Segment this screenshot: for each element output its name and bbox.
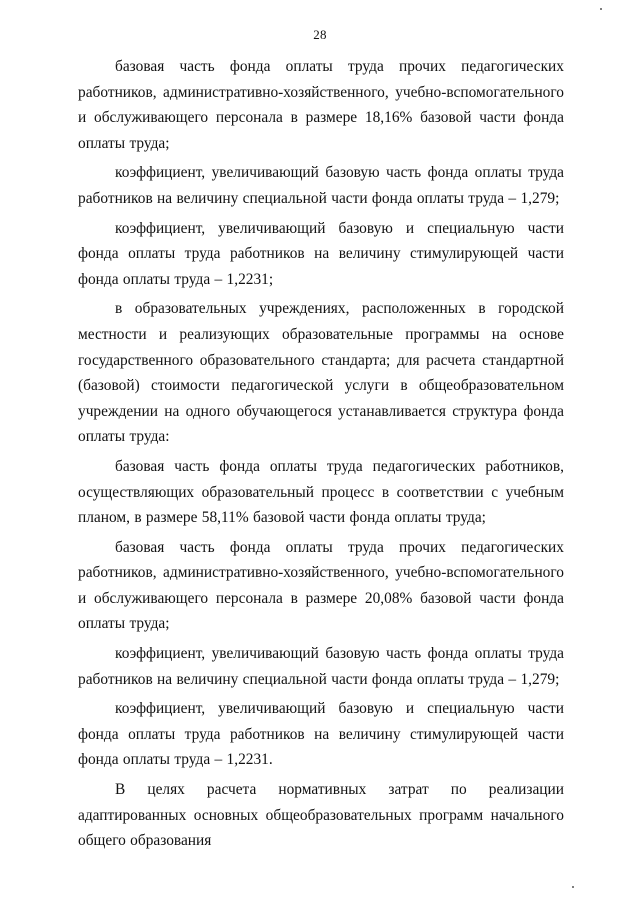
paragraph-stimulating-coefficient-1: коэффициент, увеличивающий базовую и специальную части фонда оплаты труда работников на величину стимулирующей части фонда оплаты труда – 1,2231; bbox=[78, 219, 564, 288]
scan-speck bbox=[600, 8, 602, 10]
document-body bbox=[78, 54, 564, 858]
paragraph-base-fund-teachers-5811: базовая часть фонда оплаты труда педагогических работников, осуществляющих образовательный процесс в соответствии с учебным планом, в размере 58,11% базовой части фонда оплаты труда; bbox=[78, 457, 564, 527]
paragraph-adapted-programs: В целях расчета нормативных затрат по реализации адаптированных основных общеобразовательных программ начального общего образования bbox=[78, 781, 564, 850]
paragraph-stimulating-coefficient-2: коэффициент, увеличивающий базовую и специальную части фонда оплаты труда работников на величину стимулирующей части фонда оплаты труда – 1,2231. bbox=[78, 700, 564, 769]
paragraph-special-coefficient-2: коэффициент, увеличивающий базовую часть фонда оплаты труда работников на величину специальной части фонда оплаты труда – 1,279; bbox=[78, 645, 564, 688]
paragraph-base-fund-other-staff-2008: базовая часть фонда оплаты труда прочих педагогических работников, административно-хозяйственного, учебно-вспомогательного и обслуживающего персонала в размере 20,08% базовой части фонда оплаты труда; bbox=[78, 538, 564, 633]
page-number: 28 bbox=[313, 27, 327, 42]
paragraph-base-fund-other-staff-1816: базовая часть фонда оплаты труда прочих педагогических работников, административно-хозяйственного, учебно-вспомогательного и обслуживающего персонала в размере 18,16% базовой части фонда оплаты труда; bbox=[78, 58, 564, 152]
paragraph-special-coefficient-1: коэффициент, увеличивающий базовую часть фонда оплаты труда работников на величину специальной части фонда оплаты труда – 1,279; bbox=[78, 164, 564, 207]
paragraph-urban-institutions: в образовательных учреждениях, расположенных в городской местности и реализующих образовательные программы на основе государственного образовательного стандарта; для расчета стандартной (базовой) стоимости педагогической услуги в общеобразовательном учреждении на одного обучающегося устанавливается структура фонда оплаты труда: bbox=[78, 300, 564, 446]
scan-speck bbox=[572, 886, 574, 888]
